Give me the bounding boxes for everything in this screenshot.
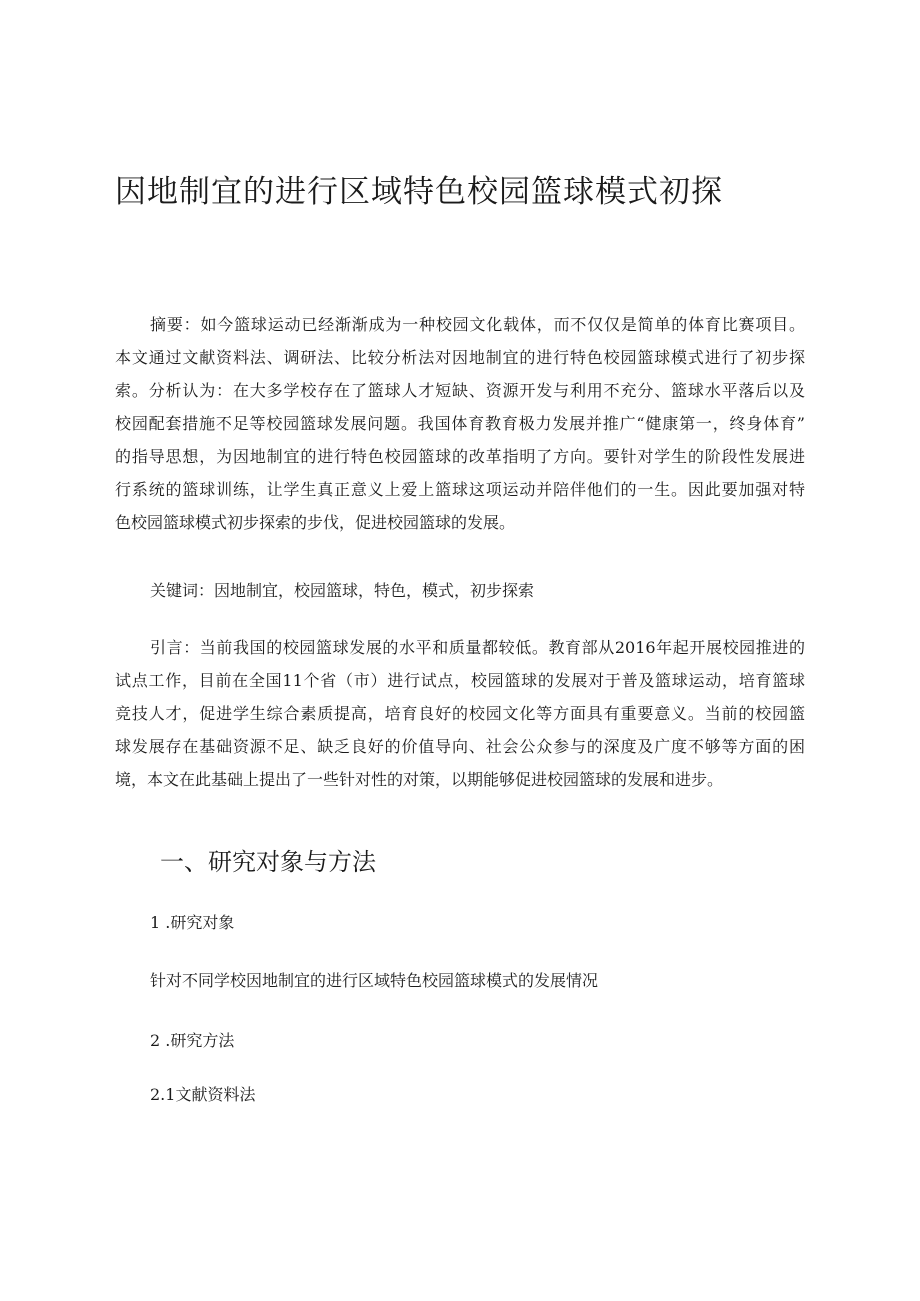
subsubsection-heading: 2.1文献资料法	[150, 1085, 256, 1104]
subsection-text: 针对不同学校因地制宜的进行区域特色校园篮球模式的发展情况	[150, 971, 599, 990]
intro-line: 境，本文在此基础上提出了一些针对性的对策，以期能够促进校园篮球的发展和进步。	[115, 770, 724, 789]
abstract-line: 索。分析认为：在大多学校存在了篮球人才短缺、资源开发与利用不充分、篮球水平落后以及	[115, 381, 805, 400]
document-title: 因地制宜的进行区域特色校园篮球模式初探	[115, 174, 723, 210]
keywords-line: 关键词：因地制宜，校园篮球，特色，模式，初步探索	[150, 581, 535, 600]
abstract-line: 行系统的篮球训练，让学生真正意义上爱上篮球这项运动并陪伴他们的一生。因此要加强对特	[115, 480, 805, 499]
abstract-line: 校园配套措施不足等校园篮球发展问题。我国体育教育极力发展并推广“健康第一，终身体育”	[115, 414, 805, 433]
intro-line: 引言：当前我国的校园篮球发展的水平和质量都较低。教育部从2016年起开展校园推进的	[150, 638, 805, 657]
section-heading: 一、研究对象与方法	[160, 848, 376, 876]
abstract-line: 色校园篮球模式初步探索的步伐，促进校园篮球的发展。	[115, 513, 516, 532]
subsection-heading: 1 .研究对象	[150, 913, 235, 932]
abstract-line: 摘要：如今篮球运动已经渐渐成为一种校园文化载体，而不仅仅是简单的体育比赛项目。	[150, 315, 805, 334]
intro-line: 竞技人才，促进学生综合素质提高，培育良好的校园文化等方面具有重要意义。当前的校园篮	[115, 704, 805, 723]
abstract-line: 本文通过文献资料法、调研法、比较分析法对因地制宜的进行特色校园篮球模式进行了初步探	[115, 348, 805, 367]
intro-line: 试点工作，目前在全国11个省（市）进行试点，校园篮球的发展对于普及篮球运动，培育篮球	[115, 671, 805, 690]
intro-line: 球发展存在基础资源不足、缺乏良好的价值导向、社会公众参与的深度及广度不够等方面的困	[115, 737, 805, 756]
subsection-heading: 2 .研究方法	[150, 1031, 235, 1050]
abstract-line: 的指导思想，为因地制宜的进行特色校园篮球的改革指明了方向。要针对学生的阶段性发展进	[115, 447, 805, 466]
